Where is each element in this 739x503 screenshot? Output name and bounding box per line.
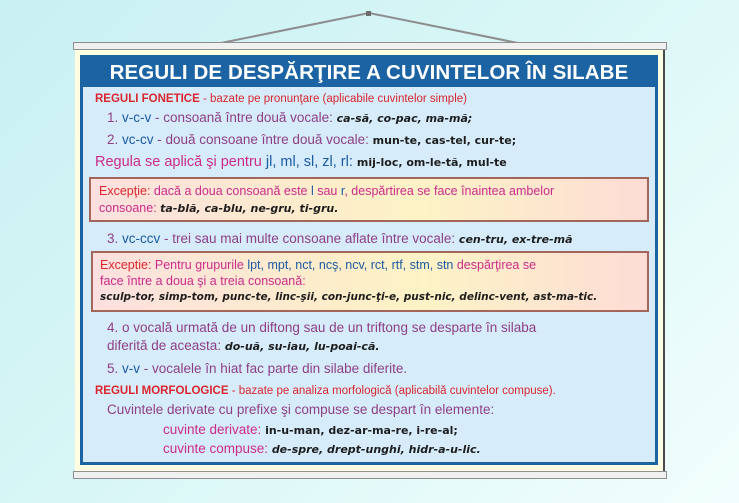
derived-words: cuvinte derivate: in-u-man, dez-ar-ma-re, i-re-al;	[163, 422, 458, 437]
rule-5: 5. v-v - vocalele în hiat fac parte din silabe diferite.	[107, 361, 408, 376]
fonetice-header	[95, 93, 467, 105]
rule-also-groups: jl, ml, sl, zl, rl	[265, 154, 349, 170]
exception-1-label: Excepţie:	[99, 184, 151, 198]
compound-examples: de-spre, drept-unghi, hidr-a-u-lic.	[271, 443, 481, 456]
derived-examples: in-u-man, dez-ar-ma-re, i-re-al;	[265, 424, 458, 437]
rule-3-pattern: vc-ccv	[122, 231, 161, 246]
exception-box-2: Exceptie: Pentru grupurile lpt, mpt, nct, ncş, ncv, rct, rtf, stm, stn despărţirea se face între a doua şi a treia consoană: sculp-tor, simp-tom, punc-te, linc-şii, con-junc-ţi-e, pust-nic, delinc-vent, ast-ma-tic.	[91, 251, 649, 312]
compound-words: cuvinte compuse: de-spre, drept-unghi, hidr-a-u-lic.	[163, 441, 481, 456]
exception-2-examples: sculp-tor, simp-tom, punc-te, linc-şii, con-junc-ţi-e, pust-nic, delinc-vent, ast-ma-tic.	[100, 291, 598, 303]
morfologice-subtitle: bazate pe analiza morfologică (aplicabilă cuvintelor compuse).	[238, 385, 556, 397]
poster-title: REGULI DE DESPĂRŢIRE A CUVINTELOR ÎN SILABE	[83, 58, 655, 87]
rule-3-examples: cen-tru, ex-tre-mă	[458, 233, 573, 246]
rule-4-line1: 4. o vocală urmată de un diftong sau de un triftong se desparte în silaba	[107, 320, 537, 335]
morfologice-header: REGULI MORFOLOGICE - bazate pe analiza morfologică (aplicabilă cuvintelor compuse).	[95, 385, 556, 397]
exception-2-groups: lpt, mpt, nct, ncş, ncv, rct, rtf, stm, stn	[247, 258, 454, 272]
rule-1-pattern: v-c-v	[122, 110, 152, 125]
rule-4-line2: diferită de aceasta: do-uă, su-iau, lu-poai-că.	[107, 338, 380, 353]
hook-icon	[366, 11, 371, 16]
top-rod	[73, 42, 667, 50]
poster-panel	[80, 55, 658, 465]
rule-2-pattern: vc-cv	[122, 132, 154, 147]
rule-1: 1. v-c-v - consoană între două vocale: ca-să, co-pac, ma-mă;	[107, 110, 473, 125]
exception-2-label: Exceptie:	[100, 258, 152, 272]
rule-3: 3. vc-ccv - trei sau mai multe consoane aflate între vocale: cen-tru, ex-tre-mă	[107, 231, 573, 246]
rule-1-examples: ca-să, co-pac, ma-mă;	[336, 112, 473, 125]
rule-also: Regula se aplică şi pentru jl, ml, sl, zl, rl: mij-loc, om-le-tă, mul-te	[95, 154, 507, 170]
rule-2: 2. vc-cv - două consoane între două vocale: mun-te, cas-tel, cur-te;	[107, 132, 517, 147]
rule-2-examples: mun-te, cas-tel, cur-te;	[372, 134, 517, 147]
bottom-rod	[73, 471, 667, 479]
fonetice-heading: REGULI FONETICE	[95, 93, 200, 105]
fonetice-subtitle: - bazate pe pronunţare (aplicabile cuvintelor simple)	[199, 93, 467, 105]
exception-box-1: Excepţie: dacă a doua consoană este l sau r, despărtirea se face înaintea ambelor consoane: ta-blă, ca-blu, ne-gru, ti-gru.	[89, 177, 649, 222]
rule-also-examples: mij-loc, om-le-tă, mul-te	[356, 156, 507, 169]
poster	[75, 50, 665, 471]
morfologice-heading: REGULI MORFOLOGICE	[95, 385, 229, 397]
rule-5-pattern: v-v	[122, 361, 141, 376]
rule-4-examples: do-uă, su-iau, lu-poai-că.	[224, 340, 380, 353]
morfologice-intro: Cuvintele derivate cu prefixe şi compuse se despart în elemente:	[107, 402, 495, 417]
exception-1-examples: ta-blă, ca-blu, ne-gru, ti-gru.	[160, 202, 339, 215]
